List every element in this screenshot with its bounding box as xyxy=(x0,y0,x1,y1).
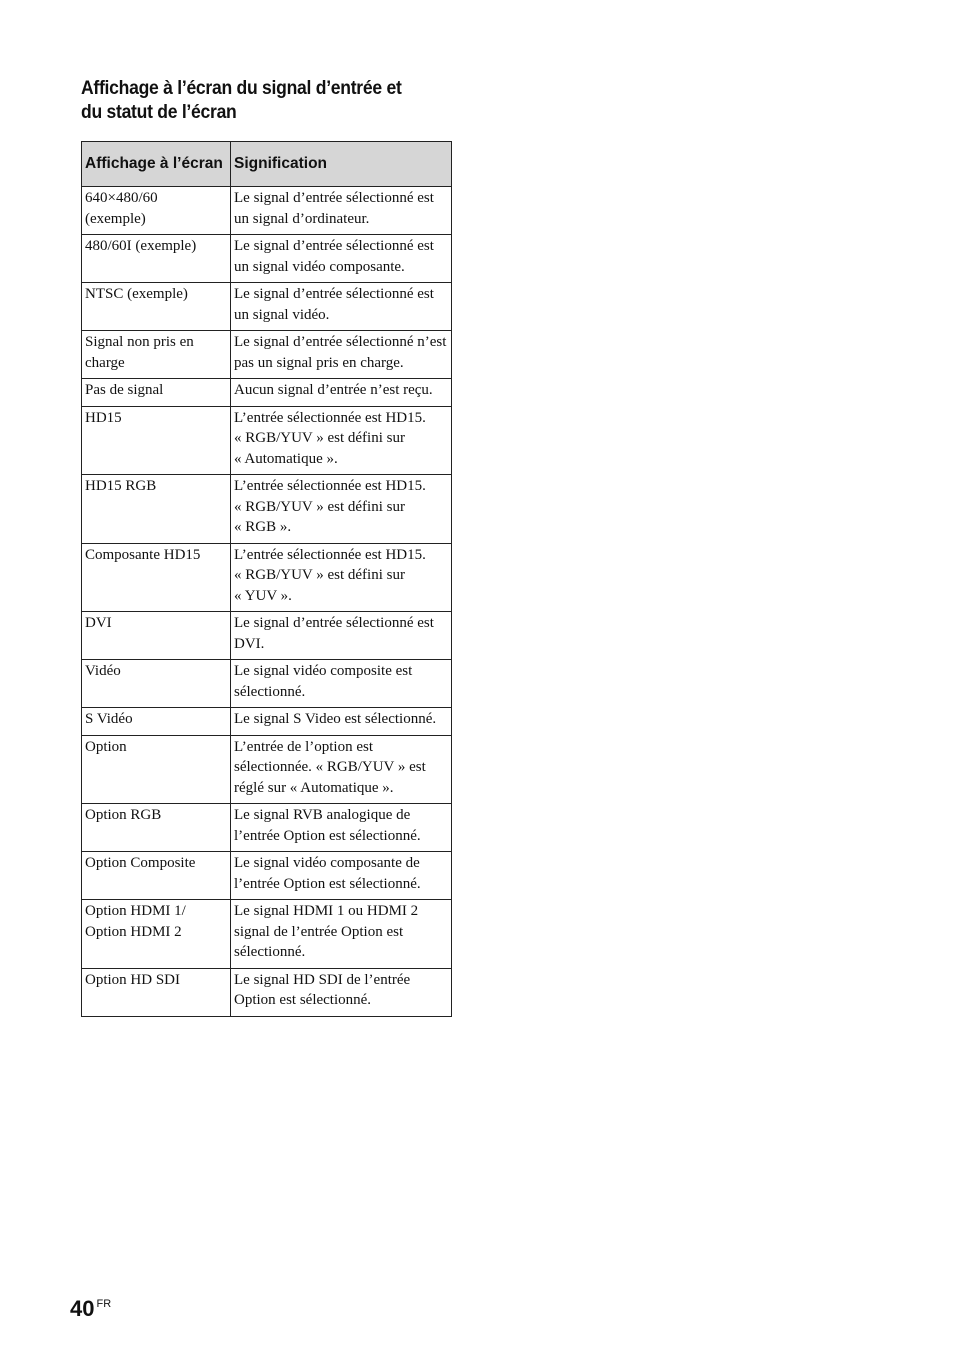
table-row xyxy=(82,543,452,612)
meaning-cell: Le signal d’entrée sélectionné est un signal d’ordinateur. xyxy=(231,187,452,235)
table-row xyxy=(82,660,452,708)
table-row xyxy=(82,379,452,407)
table-row xyxy=(82,735,452,804)
display-cell: HD15 xyxy=(82,406,231,475)
display-cell: NTSC (exemple) xyxy=(82,283,231,331)
display-cell: 480/60I (exemple) xyxy=(82,235,231,283)
table-row xyxy=(82,900,452,969)
meaning-cell: Le signal RVB analogique de l’entrée Option est sélectionné. xyxy=(231,804,452,852)
meaning-cell: Le signal vidéo composite est sélectionné. xyxy=(231,660,452,708)
meaning-cell: Le signal HDMI 1 ou HDMI 2 signal de l’entrée Option est sélectionné. xyxy=(231,900,452,969)
display-cell: Option HD SDI xyxy=(82,968,231,1016)
meaning-cell: Le signal d’entrée sélectionné est DVI. xyxy=(231,612,452,660)
display-cell: HD15 RGB xyxy=(82,475,231,544)
display-cell: Option RGB xyxy=(82,804,231,852)
display-cell: 640×480/60 (exemple) xyxy=(82,187,231,235)
table-row xyxy=(82,406,452,475)
meaning-cell: Le signal d’entrée sélectionné est un signal vidéo. xyxy=(231,283,452,331)
table-row xyxy=(82,187,452,235)
page-language: FR xyxy=(96,1298,112,1310)
table-row xyxy=(82,331,452,379)
meaning-cell: Aucun signal d’entrée n’est reçu. xyxy=(231,379,452,407)
table-header-row xyxy=(82,142,452,187)
display-cell: Pas de signal xyxy=(82,379,231,407)
section-title: Affichage à l’écran du signal d’entrée et du statut de l’écran xyxy=(81,77,402,123)
osd-signal-table xyxy=(81,141,452,1017)
meaning-cell: Le signal HD SDI de l’entrée Option est sélectionné. xyxy=(231,968,452,1016)
display-cell: Option Composite xyxy=(82,852,231,900)
page-footer xyxy=(70,1296,111,1322)
meaning-cell: L’entrée sélectionnée est HD15. « RGB/YUV » est défini sur « RGB ». xyxy=(231,475,452,544)
meaning-cell: L’entrée sélectionnée est HD15. « RGB/YUV » est défini sur « Automatique ». xyxy=(231,406,452,475)
table-row xyxy=(82,235,452,283)
display-cell: Signal non pris en charge xyxy=(82,331,231,379)
table-row xyxy=(82,852,452,900)
meaning-cell: L’entrée sélectionnée est HD15. « RGB/YUV » est défini sur « YUV ». xyxy=(231,543,452,612)
meaning-cell: Le signal d’entrée sélectionné n’est pas un signal pris en charge. xyxy=(231,331,452,379)
table-row xyxy=(82,283,452,331)
header-signification: Signification xyxy=(231,142,452,187)
display-cell: Option HDMI 1/ Option HDMI 2 xyxy=(82,900,231,969)
table-row xyxy=(82,475,452,544)
display-cell: Option xyxy=(82,735,231,804)
meaning-cell: Le signal vidéo composante de l’entrée Option est sélectionné. xyxy=(231,852,452,900)
display-cell: DVI xyxy=(82,612,231,660)
display-cell: Composante HD15 xyxy=(82,543,231,612)
table-row xyxy=(82,968,452,1016)
meaning-cell: L’entrée de l’option est sélectionnée. « RGB/YUV » est réglé sur « Automatique ». xyxy=(231,735,452,804)
table-row xyxy=(82,612,452,660)
page-number: 40 xyxy=(70,1296,95,1321)
table-row xyxy=(82,708,452,736)
display-cell: Vidéo xyxy=(82,660,231,708)
table-row xyxy=(82,804,452,852)
meaning-cell: Le signal d’entrée sélectionné est un signal vidéo composante. xyxy=(231,235,452,283)
display-cell: S Vidéo xyxy=(82,708,231,736)
meaning-cell: Le signal S Video est sélectionné. xyxy=(231,708,452,736)
header-affichage: Affichage à l’écran xyxy=(82,142,231,187)
